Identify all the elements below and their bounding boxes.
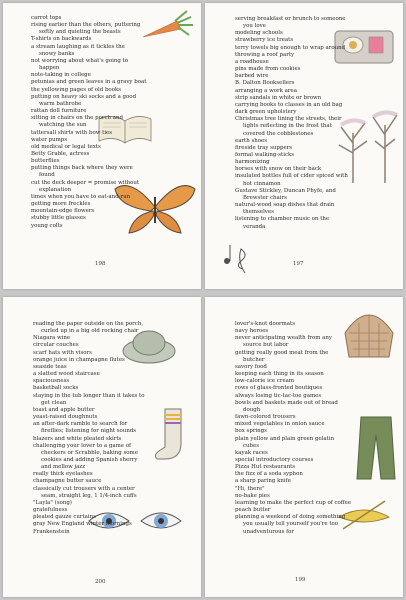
page-number: 199: [295, 577, 306, 583]
page-198: [3, 3, 201, 289]
entry: carrot tops: [31, 15, 62, 21]
entry: rattan doll furniture: [31, 108, 87, 115]
entry: circular couches: [33, 342, 79, 349]
entry-continuation: lights reflecting in the frost that: [243, 123, 332, 130]
entry: fawn-colored trousers: [235, 414, 296, 421]
entry: a stream laughing as it tickles the: [31, 43, 125, 50]
entry: low-calorie ice cream: [235, 378, 295, 385]
entry-list: [235, 16, 348, 231]
entry: natural-wood soap dishes that drain: [235, 202, 335, 209]
entry: strawberry ice treats: [235, 37, 294, 44]
entry-continuation: happen: [39, 65, 60, 72]
entry: planning a weekend of doing something: [235, 514, 346, 521]
entry-continuation: warm bathrobe: [39, 100, 82, 107]
entry-continuation: butcher: [243, 356, 265, 363]
music-notes-drawing: [219, 239, 259, 279]
entry: box springs: [235, 428, 267, 435]
entry: listening to chamber music on the: [235, 216, 330, 223]
entry: tattersall shirts with bow ties: [31, 129, 113, 136]
entry: staying in the tub longer than it takes to: [33, 392, 145, 399]
page-number: 200: [95, 579, 106, 585]
entry-list: [31, 15, 146, 230]
entry: sitting in chairs on the porch and: [31, 115, 123, 122]
entry: toast and apple butter: [33, 406, 95, 413]
entry-continuation: unadventurous for: [243, 528, 294, 535]
entry-continuation: softly and quieting the beasts: [39, 29, 121, 36]
entry: "Hi, there": [235, 485, 265, 492]
entry: peach butter: [235, 507, 271, 514]
entry-continuation: get clean: [41, 399, 67, 406]
page-number: 197: [293, 261, 304, 267]
entry: "Layla" (song): [33, 499, 72, 506]
entry-continuation: seam, straight leg, 1 1/4-inch cuffs: [41, 492, 137, 499]
entry-continuation: themselves: [243, 209, 274, 216]
entry: a sharp paring knife: [235, 478, 291, 485]
entry: scarf hats with visors: [33, 349, 92, 356]
entry: getting really good meat from the: [235, 349, 329, 356]
entry-continuation: watching the sun: [39, 122, 87, 129]
entry: seaside teas: [33, 363, 67, 370]
entry: rows of glass-fronted boutiques: [235, 385, 323, 392]
entry-continuation: cubes: [243, 442, 260, 449]
entry: kayak races: [235, 449, 268, 456]
entry: Christmas tree lining the streets, their: [235, 116, 342, 123]
entry: stubby little glasses: [31, 215, 86, 222]
entry: classically cut trousers with a center: [33, 485, 135, 492]
entry: learning to make the perfect cup of coffee: [235, 499, 352, 506]
entry-continuation: and mellow jazz: [41, 464, 86, 471]
entry: pins made from cookies: [235, 66, 301, 73]
entry: Betty Grable, actress: [31, 150, 90, 157]
entry: gratefulness: [33, 507, 68, 514]
entry-continuation: cookies and adding Spanish sherry: [41, 456, 138, 463]
entry: modeling schools: [235, 30, 283, 37]
entry: T-shirts on backwards: [31, 36, 92, 43]
entry: times when you have to eat-and-run: [31, 193, 131, 200]
entry-list: [235, 321, 351, 536]
entry: old medical or legal texts: [31, 143, 101, 150]
entry: a roadhouse: [235, 58, 269, 65]
entry: never anticipating wealth from any: [235, 335, 333, 342]
entry: B. Dalton Booksellers: [235, 80, 295, 87]
entry: keeping each thing in its season: [235, 371, 324, 378]
entry: putting on heavy ski socks and a good: [31, 93, 137, 100]
entry: gray New England winter mornings: [33, 521, 132, 528]
entry: a slatted wood staircase: [33, 371, 100, 378]
entry: Niagara wine: [33, 335, 71, 342]
entry: blazers and white pleated skirts: [33, 435, 122, 442]
entry: throwing a roof party: [235, 51, 295, 58]
entry: the yellowing pages of old books: [31, 86, 122, 93]
entry: always losing tic-tac-toe games: [235, 392, 322, 399]
carrot-drawing: [139, 7, 195, 47]
entry: Gustave Stickley, Duncan Phyfe, and: [235, 187, 336, 194]
entry: getting more freckles: [31, 201, 91, 208]
entry: fireside tray suppers: [235, 144, 293, 151]
entry: water pumps: [31, 136, 68, 143]
entry-continuation: covered the cobblestones: [243, 130, 314, 137]
entry-continuation: explanation: [39, 186, 72, 193]
entry-continuation: checkers or Scrabble, baking some: [41, 449, 138, 456]
entry: earth shoes: [235, 137, 268, 144]
entry: navy heroes: [235, 328, 269, 335]
entry: lover's-knot doormats: [235, 321, 296, 327]
entry: insulated bottles full of cider spiced with: [235, 173, 348, 180]
entry-continuation: veranda: [243, 223, 266, 230]
entry: Frankenstein: [33, 528, 70, 535]
page-197: [205, 3, 403, 289]
entry-continuation: curled up in a big old rocking chair: [41, 328, 139, 335]
entry: young colts: [31, 222, 63, 229]
entry: not worrying about what's going to: [31, 57, 129, 64]
page-number: 198: [95, 261, 106, 267]
entry: basketball socks: [33, 385, 79, 392]
entry: carrying books to classes in an old bag: [235, 101, 343, 108]
entry-continuation: snowy banks: [39, 50, 75, 57]
entry: rising earlier than the others, puttering: [31, 22, 141, 29]
entry: reading the paper outside on the porch,: [33, 321, 144, 327]
entry: savory food: [235, 363, 267, 370]
entry: spaciousness: [33, 378, 70, 385]
entry: an after-dark ramble to search for: [33, 421, 128, 428]
entry: putting things back where they were: [31, 165, 133, 172]
entry-continuation: hot cinnamon: [243, 180, 281, 187]
trousers-drawing: [355, 415, 397, 481]
entry-continuation: found: [39, 172, 55, 179]
entry: dark green upholstery: [235, 109, 297, 116]
entry: formal walking-sticks: [235, 151, 295, 158]
entry-continuation: fireflies; listening for night sounds: [41, 428, 137, 435]
entry: really thick eyelashes: [33, 471, 93, 478]
entry: petunias and green leaves in a gravy boat: [31, 79, 147, 86]
entry: mountain-edge flowers: [31, 208, 95, 215]
sock-drawing: [151, 407, 191, 463]
entry-continuation: dough: [243, 406, 261, 413]
entry: Pizza Hut restaurants: [235, 464, 296, 471]
entry: terry towels big enough to wrap around: [235, 44, 346, 51]
entry: strip sandals in white or brown: [235, 94, 322, 101]
entry: arranging a work area: [235, 87, 297, 94]
entry: champagne butter sauce: [33, 478, 102, 485]
entry: barbed wire: [235, 73, 269, 80]
entry: pleated gauze curtains: [33, 514, 96, 521]
entry: the fizz of a soda syphon: [235, 471, 303, 478]
entry: special introductory courses: [235, 456, 314, 463]
entry: no-bake pies: [235, 492, 270, 499]
entry: yeast-raised doughnuts: [33, 414, 98, 421]
entry: challenging your lover to a game of: [33, 442, 131, 449]
entry: bowls and baskets made out of bread: [235, 399, 338, 406]
entry: serving breakfast or brunch to someone: [235, 16, 346, 22]
entry: horses with snow on their back: [235, 166, 322, 173]
entry-continuation: you usually tell yourself you're too: [243, 521, 339, 528]
entry: harmonizing: [235, 159, 270, 166]
entry-list: [33, 321, 145, 536]
entry: cut the deck deeper = promise without: [31, 179, 140, 186]
entry: butterflies: [31, 158, 60, 165]
entry: plain yellow and plain green gelatin: [235, 435, 335, 442]
entry: mixed vegetables in onion sauce: [235, 421, 325, 428]
page-200: [3, 297, 201, 597]
entry: orange juice in champagne flutes: [33, 356, 125, 363]
page-199: [205, 297, 403, 597]
entry: note-taking in college: [31, 72, 91, 79]
entry-continuation: you love: [243, 23, 266, 30]
entry-continuation: source but labor: [243, 342, 289, 349]
entry-continuation: Brewster chairs: [243, 194, 287, 201]
